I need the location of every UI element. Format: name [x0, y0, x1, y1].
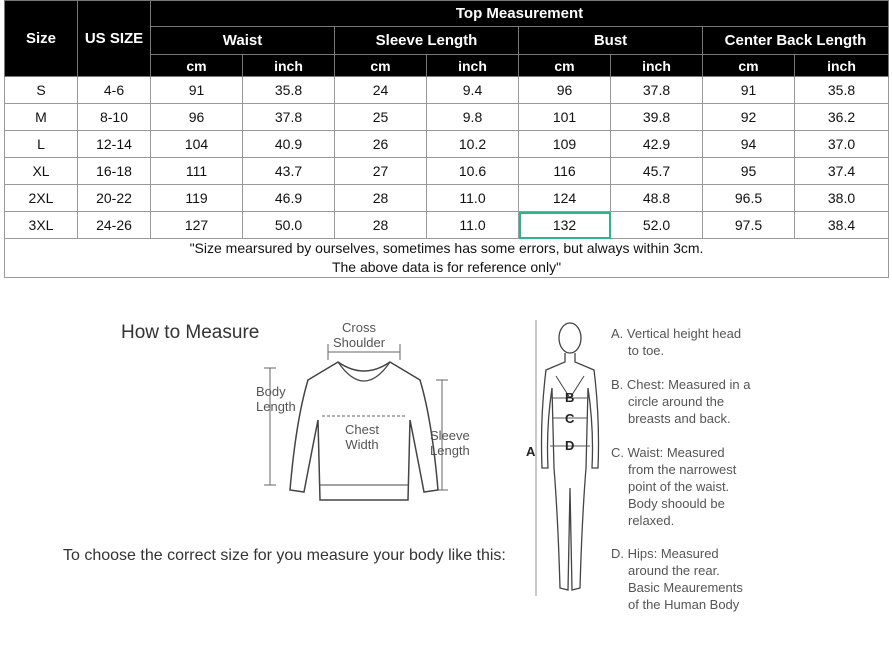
legend-d: D. Hips: Measured around the rear. Basic Meaurements of the Human Body: [611, 546, 743, 612]
unit-inch: inch: [611, 55, 703, 77]
note-line-1: "Size mearsured by ourselves, sometimes has some errors, but always within 3cm.: [189, 240, 704, 256]
table-row: [5, 158, 889, 185]
table-cell: 52.0: [611, 212, 703, 239]
cross-shoulder-label: Cross Shoulder: [333, 320, 386, 350]
body-figure: [530, 318, 610, 603]
table-cell: 48.8: [611, 185, 703, 212]
letter-d: D: [565, 438, 575, 453]
unit-inch: inch: [795, 55, 889, 77]
unit-cm: cm: [703, 55, 795, 77]
table-row: [5, 104, 889, 131]
table-cell: 104: [151, 131, 243, 158]
table-cell: 26: [335, 131, 427, 158]
table-note: [5, 239, 889, 278]
table-cell: 91: [703, 77, 795, 104]
letter-b: B: [565, 390, 575, 405]
table-cell: 97.5: [703, 212, 795, 239]
sleeve-length-label: Sleeve Length: [430, 428, 470, 458]
table-cell: 45.7: [611, 158, 703, 185]
chest-width-label: Chest Width: [345, 422, 379, 452]
table-cell: 94: [703, 131, 795, 158]
choose-size-instruction: To choose the correct size for you measure your body like this:: [63, 547, 506, 564]
table-cell: 96: [519, 77, 611, 104]
table-cell: 43.7: [243, 158, 335, 185]
sweater-diagram: [260, 340, 470, 520]
table-cell: 37.0: [795, 131, 889, 158]
table-cell: 95: [703, 158, 795, 185]
letter-a: A: [526, 444, 536, 459]
table-cell: 16-18: [78, 158, 151, 185]
header-center-back-length: Center Back Length: [703, 27, 889, 55]
table-row: [5, 212, 889, 239]
header-bust: Bust: [519, 27, 703, 55]
table-cell: 2XL: [5, 185, 78, 212]
table-row: [5, 77, 889, 104]
legend-b: B. Chest: Measured in a circle around the breasts and back.: [611, 377, 751, 426]
unit-inch: inch: [243, 55, 335, 77]
table-cell: 36.2: [795, 104, 889, 131]
table-cell: 96.5: [703, 185, 795, 212]
unit-inch: inch: [427, 55, 519, 77]
table-cell: 38.0: [795, 185, 889, 212]
table-cell: 37.4: [795, 158, 889, 185]
table-cell: 91: [151, 77, 243, 104]
table-cell: XL: [5, 158, 78, 185]
table-cell: 8-10: [78, 104, 151, 131]
table-cell: 109: [519, 131, 611, 158]
table-cell: 37.8: [611, 77, 703, 104]
legend-c: C. Waist: Measured from the narrowest point of the waist. Body shoould be relaxed.: [611, 445, 737, 528]
table-cell: 28: [335, 185, 427, 212]
table-cell: 12-14: [78, 131, 151, 158]
table-cell: 11.0: [427, 185, 519, 212]
table-cell: 40.9: [243, 131, 335, 158]
table-cell: 46.9: [243, 185, 335, 212]
table-cell: 127: [151, 212, 243, 239]
table-cell: 20-22: [78, 185, 151, 212]
table-cell: 24: [335, 77, 427, 104]
table-cell: 37.8: [243, 104, 335, 131]
table-cell: 27: [335, 158, 427, 185]
table-cell: S: [5, 77, 78, 104]
table-cell: 35.8: [243, 77, 335, 104]
table-cell: 38.4: [795, 212, 889, 239]
table-cell: 35.8: [795, 77, 889, 104]
header-waist: Waist: [151, 27, 335, 55]
size-chart-table: [4, 0, 889, 278]
table-cell: 101: [519, 104, 611, 131]
table-cell: 4-6: [78, 77, 151, 104]
table-cell: 28: [335, 212, 427, 239]
selected-cell[interactable]: 132: [519, 212, 611, 239]
header-size: Size: [5, 1, 78, 77]
table-cell: 50.0: [243, 212, 335, 239]
unit-cm: cm: [151, 55, 243, 77]
table-cell: 96: [151, 104, 243, 131]
table-cell: 24-26: [78, 212, 151, 239]
table-cell: 92: [703, 104, 795, 131]
how-to-measure-title: How to Measure: [121, 322, 260, 343]
table-cell: 10.6: [427, 158, 519, 185]
table-cell: 3XL: [5, 212, 78, 239]
header-us-size: US SIZE: [78, 1, 151, 77]
legend-a: A. Vertical height head to toe.: [611, 326, 742, 358]
header-top-measurement: Top Measurement: [151, 1, 889, 27]
table-cell: 116: [519, 158, 611, 185]
table-cell: 39.8: [611, 104, 703, 131]
unit-cm: cm: [335, 55, 427, 77]
table-cell: 42.9: [611, 131, 703, 158]
table-cell: 10.2: [427, 131, 519, 158]
letter-c: C: [565, 411, 575, 426]
table-cell: 11.0: [427, 212, 519, 239]
note-line-2: The above data is for reference only": [331, 259, 562, 275]
table-cell: 124: [519, 185, 611, 212]
unit-cm: cm: [519, 55, 611, 77]
table-cell: M: [5, 104, 78, 131]
table-cell: 25: [335, 104, 427, 131]
table-row: [5, 185, 889, 212]
header-sleeve-length: Sleeve Length: [335, 27, 519, 55]
note-row: [5, 239, 889, 278]
table-cell: 119: [151, 185, 243, 212]
table-cell: L: [5, 131, 78, 158]
table-cell: 111: [151, 158, 243, 185]
body-length-label: Body Length: [256, 384, 296, 414]
table-row: [5, 131, 889, 158]
table-cell: 9.8: [427, 104, 519, 131]
table-cell: 9.4: [427, 77, 519, 104]
